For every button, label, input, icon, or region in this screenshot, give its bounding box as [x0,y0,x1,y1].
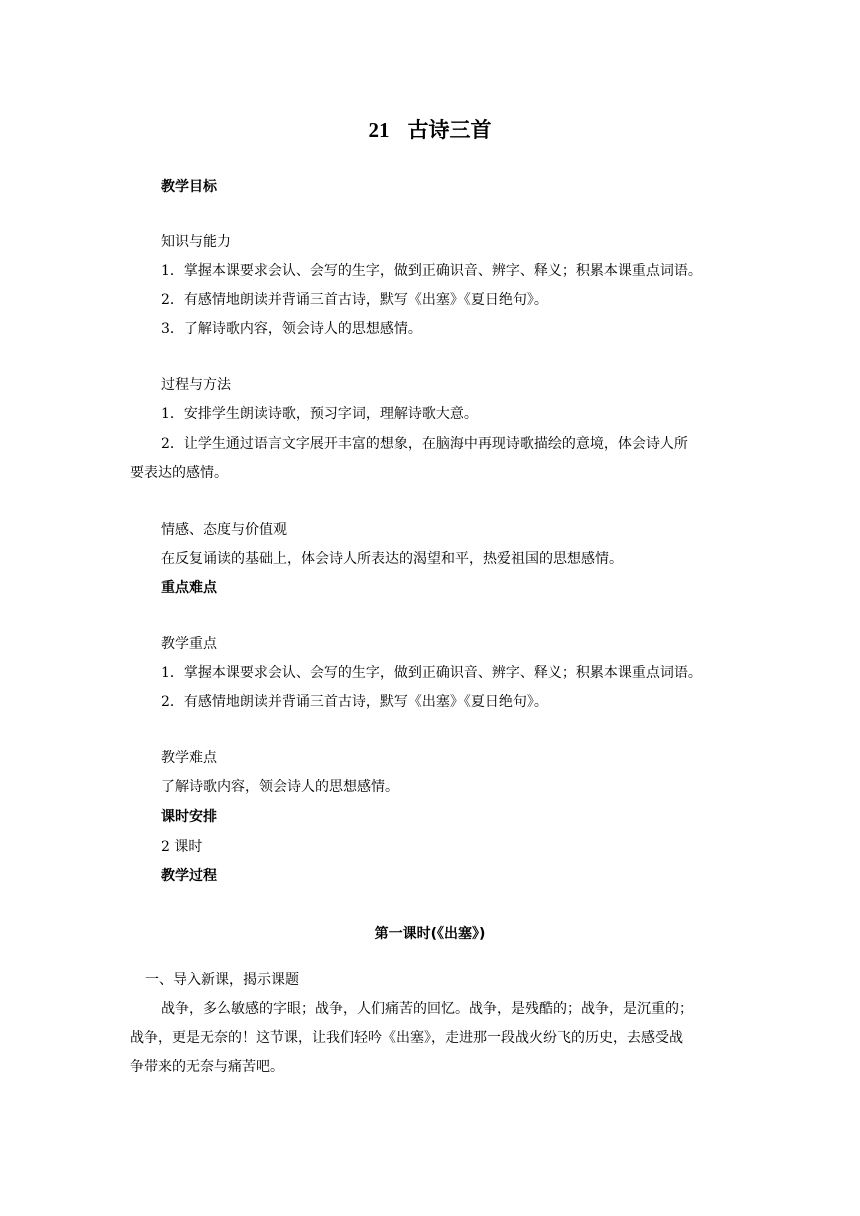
lesson-session-title: 第一课时(《出塞》) [374,926,486,942]
schedule-heading: 课时安排 [161,809,217,825]
lesson-number: 21 [368,118,390,142]
emotion-heading: 情感、态度与价值观 [161,522,287,538]
difficulty-heading: 教学难点 [161,750,217,766]
process-heading: 过程与方法 [161,377,231,393]
knowledge-item-3: 3．了解诗歌内容，领会诗人的思想感情。 [161,321,422,337]
knowledge-heading: 知识与能力 [161,234,231,250]
focus-item-2: 2．有感情地朗读并背诵三首古诗，默写《出塞》《夏日绝句》。 [161,694,548,710]
step1-line-3: 争带来的无奈与痛苦吧。 [130,1059,284,1075]
step1-line-2: 战争，更是无奈的！这节课，让我们轻吟《出塞》，走进那一段战火纷飞的历史，去感受战 [130,1030,683,1046]
objectives-heading: 教学目标 [161,179,217,195]
schedule-text: 2 课时 [161,839,203,855]
key-points-heading: 重点难点 [161,580,217,596]
emotion-text: 在反复诵读的基础上，体会诗人所表达的渴望和平，热爱祖国的思想感情。 [161,551,623,567]
knowledge-item-2: 2．有感情地朗读并背诵三首古诗，默写《出塞》《夏日绝句》。 [161,292,548,308]
document-title [0,116,860,144]
step1-heading: 一、导入新课，揭示课题 [145,972,299,988]
process-item-2: 2．让学生通过语言文字展开丰富的想象，在脑海中再现诗歌描绘的意境，体会诗人所 [161,436,688,452]
process-item-1: 1．安排学生朗读诗歌，预习字词，理解诗歌大意。 [161,406,478,422]
teaching-process-heading: 教学过程 [161,868,217,884]
lesson-title: 古诗三首 [407,118,492,142]
focus-heading: 教学重点 [161,636,217,652]
knowledge-item-1: 1．掌握本课要求会认、会写的生字，做到正确识音、辨字、释义；积累本课重点词语。 [161,263,702,279]
step1-line-1: 战争，多么敏感的字眼；战争，人们痛苦的回忆。战争，是残酷的；战争，是沉重的； [161,1001,693,1017]
difficulty-text: 了解诗歌内容，领会诗人的思想感情。 [161,779,399,795]
focus-item-1: 1．掌握本课要求会认、会写的生字，做到正确识音、辨字、释义；积累本课重点词语。 [161,665,702,681]
process-item-2-cont: 要表达的感情。 [130,465,228,481]
